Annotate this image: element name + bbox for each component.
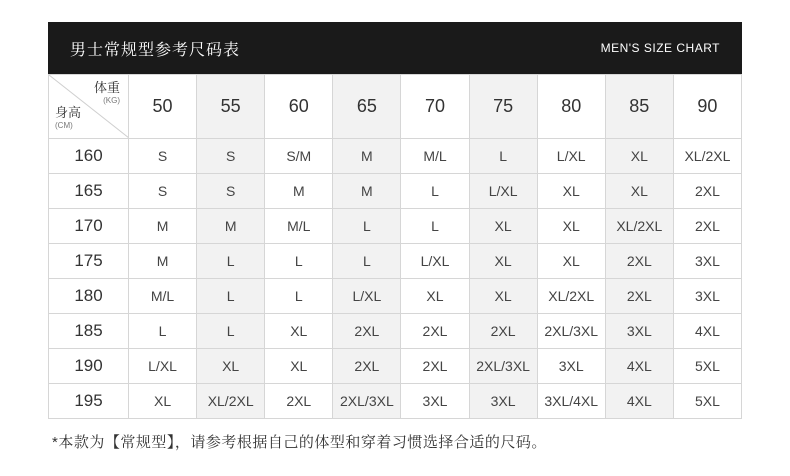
size-cell: L — [401, 174, 469, 209]
height-cell: 165 — [49, 174, 129, 209]
size-cell: L/XL — [537, 139, 605, 174]
height-cell: 195 — [49, 384, 129, 419]
size-cell: XL — [265, 314, 333, 349]
height-cell: 180 — [49, 279, 129, 314]
size-cell: XL — [469, 279, 537, 314]
size-cell: S — [197, 174, 265, 209]
size-cell: 2XL/3XL — [469, 349, 537, 384]
size-cell: L — [401, 209, 469, 244]
size-cell: XL/2XL — [197, 384, 265, 419]
height-unit: (CM) — [55, 121, 73, 130]
size-cell: L — [197, 244, 265, 279]
size-cell: XL — [537, 174, 605, 209]
size-cell: 2XL — [401, 349, 469, 384]
size-cell: L/XL — [469, 174, 537, 209]
size-cell: 2XL — [333, 349, 401, 384]
table-row — [49, 279, 742, 314]
size-chart — [48, 22, 742, 419]
size-cell: 2XL — [605, 244, 673, 279]
size-cell: L — [197, 314, 265, 349]
size-cell: 3XL — [673, 279, 741, 314]
size-cell: M — [333, 174, 401, 209]
table-row — [49, 174, 742, 209]
weight-header-cell: 70 — [401, 75, 469, 139]
weight-header-cell: 65 — [333, 75, 401, 139]
size-cell: 2XL — [605, 279, 673, 314]
size-cell: L — [333, 209, 401, 244]
size-cell: L/XL — [333, 279, 401, 314]
size-cell: 4XL — [605, 349, 673, 384]
size-cell: M/L — [129, 279, 197, 314]
size-cell: L — [469, 139, 537, 174]
size-cell: 2XL — [673, 209, 741, 244]
table-row — [49, 244, 742, 279]
size-cell: 3XL — [605, 314, 673, 349]
chart-title: 男士常规型参考尺码表 — [70, 41, 241, 59]
size-cell: XL — [265, 349, 333, 384]
size-cell: L — [265, 279, 333, 314]
chart-title-en: MEN'S SIZE CHART — [600, 41, 720, 55]
size-cell: 3XL — [537, 349, 605, 384]
size-cell: XL — [401, 279, 469, 314]
table-row — [49, 384, 742, 419]
size-cell: XL/2XL — [605, 209, 673, 244]
size-cell: S — [129, 174, 197, 209]
size-cell: 5XL — [673, 384, 741, 419]
weight-label: 体重 — [93, 80, 120, 95]
size-cell: M — [265, 174, 333, 209]
size-cell: L/XL — [129, 349, 197, 384]
size-cell: 4XL — [673, 314, 741, 349]
height-cell: 185 — [49, 314, 129, 349]
size-cell: M — [129, 209, 197, 244]
size-cell: XL — [129, 384, 197, 419]
weight-header-cell: 90 — [673, 75, 741, 139]
size-cell: XL/2XL — [673, 139, 741, 174]
weight-header-row — [49, 75, 742, 139]
size-table — [48, 74, 742, 419]
weight-header-cell: 50 — [129, 75, 197, 139]
weight-header-cell: 75 — [469, 75, 537, 139]
size-cell: M — [129, 244, 197, 279]
table-row — [49, 314, 742, 349]
size-cell: XL — [469, 244, 537, 279]
size-cell: S/M — [265, 139, 333, 174]
height-cell: 160 — [49, 139, 129, 174]
size-cell: 3XL — [469, 384, 537, 419]
size-cell: XL/2XL — [537, 279, 605, 314]
table-row — [49, 139, 742, 174]
size-cell: 2XL — [673, 174, 741, 209]
size-cell: 2XL — [333, 314, 401, 349]
size-cell: 2XL/3XL — [537, 314, 605, 349]
size-cell: XL — [605, 139, 673, 174]
footnote: *本款为【常规型】，请参考根据自己的体型和穿着习惯选择合适的尺码。 — [52, 434, 547, 451]
size-cell: L — [333, 244, 401, 279]
size-cell: S — [129, 139, 197, 174]
height-cell: 175 — [49, 244, 129, 279]
size-cell: 3XL — [401, 384, 469, 419]
table-row — [49, 349, 742, 384]
weight-header-cell: 55 — [197, 75, 265, 139]
size-cell: 2XL — [469, 314, 537, 349]
size-cell: XL — [537, 244, 605, 279]
size-cell: M/L — [265, 209, 333, 244]
size-cell: 3XL/4XL — [537, 384, 605, 419]
size-cell: XL — [469, 209, 537, 244]
size-cell: XL — [197, 349, 265, 384]
size-cell: XL — [605, 174, 673, 209]
weight-header-cell: 80 — [537, 75, 605, 139]
size-cell: 5XL — [673, 349, 741, 384]
size-cell: L/XL — [401, 244, 469, 279]
weight-header-cell: 85 — [605, 75, 673, 139]
corner-cell — [49, 75, 129, 139]
size-cell: M — [333, 139, 401, 174]
chart-header — [48, 22, 742, 74]
size-cell: 2XL — [401, 314, 469, 349]
weight-header-cell: 60 — [265, 75, 333, 139]
size-cell: M — [197, 209, 265, 244]
weight-unit: (KG) — [103, 96, 120, 105]
height-cell: 170 — [49, 209, 129, 244]
height-cell: 190 — [49, 349, 129, 384]
table-row — [49, 209, 742, 244]
height-label: 身高 — [55, 105, 82, 120]
size-cell: 2XL — [265, 384, 333, 419]
size-cell: XL — [537, 209, 605, 244]
size-cell: 4XL — [605, 384, 673, 419]
size-cell: L — [265, 244, 333, 279]
size-cell: L — [129, 314, 197, 349]
size-cell: M/L — [401, 139, 469, 174]
size-cell: L — [197, 279, 265, 314]
size-cell: 3XL — [673, 244, 741, 279]
size-cell: S — [197, 139, 265, 174]
size-cell: 2XL/3XL — [333, 384, 401, 419]
